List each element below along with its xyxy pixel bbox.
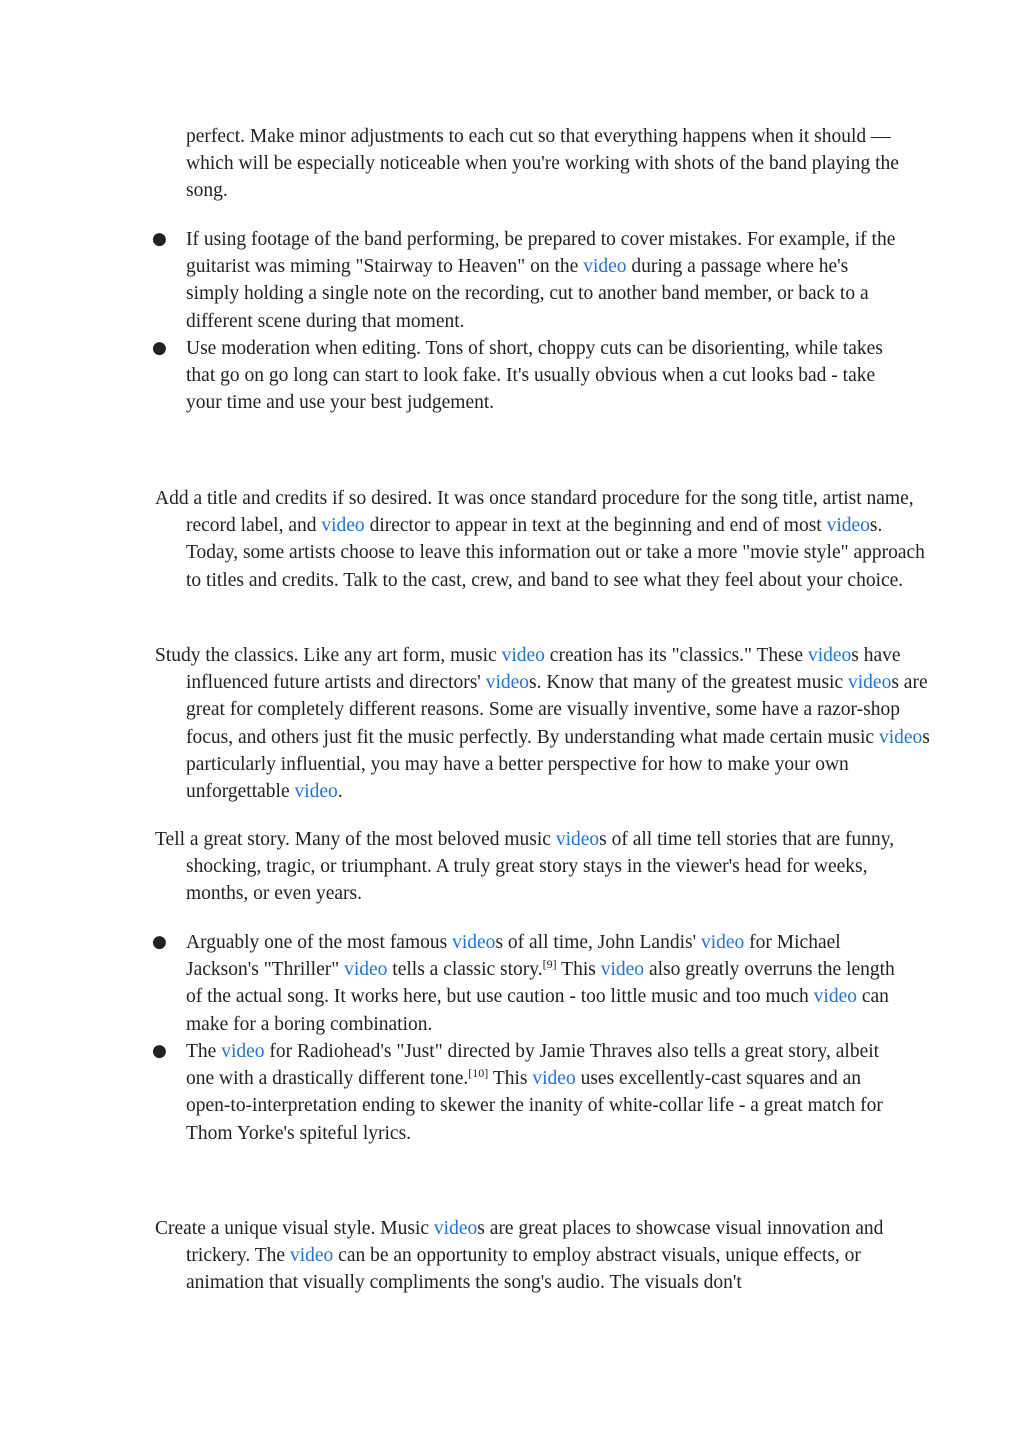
video-link[interactable]: video	[433, 1218, 478, 1239]
text-run: during a passage where he's simply holding a single note on the recording, cut to another band member, or back to a different scene during that moment.	[186, 256, 869, 332]
bullet-text	[186, 226, 900, 335]
bullet-text	[186, 1038, 900, 1147]
text-run: also greatly overruns the length of the actual song. It works here, but use caution - too little music and too much	[186, 959, 895, 1008]
video-link[interactable]: video	[289, 1245, 334, 1267]
text-run: Add a title and credits if so desired. It was once standard procedure for the song title, artist name, record label, and	[155, 488, 914, 537]
video-link[interactable]: video	[600, 959, 645, 981]
paragraph-study-classics	[155, 642, 931, 805]
video-link[interactable]: video	[501, 645, 545, 666]
text-run: Create a unique visual style. Music	[155, 1218, 434, 1239]
video-link[interactable]: video	[878, 726, 923, 748]
bullet-icon: ●	[152, 1041, 167, 1061]
video-link[interactable]: video	[826, 515, 870, 537]
paragraph-title-credits	[155, 485, 931, 594]
text-run: s. Know that many of the greatest music	[529, 672, 849, 694]
text-run: s particularly influential, you may have a better perspective for how to make your own unforgettable	[186, 726, 930, 803]
text-run: Tell a great story. Many of the most beloved music	[155, 829, 556, 850]
bullet-item-band-footage	[152, 226, 900, 335]
video-link[interactable]: video	[221, 1041, 265, 1062]
text-run: uses excellently-cast squares and an open-to-interpretation ending to skewer the inanity of white-collar life - a great match for Thom Yorke's spiteful lyrics.	[186, 1068, 883, 1144]
continued-paragraph	[186, 123, 900, 205]
bullet-text	[186, 929, 900, 1038]
bullet-text	[186, 335, 900, 417]
paragraph-visual-style	[155, 1215, 931, 1297]
text-run: s are great places to showcase visual innovation and trickery. The	[186, 1218, 884, 1267]
video-link[interactable]: video	[294, 781, 338, 803]
video-link[interactable]: video	[700, 932, 745, 953]
video-link[interactable]: video	[485, 672, 530, 694]
citation-ref[interactable]: [10]	[468, 1066, 489, 1081]
text-run: s have influenced future artists and directors'	[186, 645, 901, 694]
bullet-icon: ●	[152, 932, 167, 952]
bullet-item-radiohead	[152, 1038, 900, 1147]
video-link[interactable]: video	[344, 959, 388, 981]
text-run: s are great for completely different reasons. Some are visually inventive, some have a razor-shop focus, and others just fit the music perfectly. By understanding what made certain music	[186, 672, 928, 748]
text-run: can make for a boring combination.	[186, 986, 889, 1035]
video-link[interactable]: video	[555, 829, 600, 850]
bullet-icon: ●	[152, 229, 167, 249]
citation-ref[interactable]: [9]	[542, 957, 557, 972]
text-run: The	[186, 1041, 222, 1062]
text-run: If using footage of the band performing, be prepared to cover mistakes. For example, if the guitarist was miming "Stairway to Heaven" on the	[186, 229, 896, 278]
text-run: can be an opportunity to employ abstract visuals, unique effects, or animation that visually compliments the song's audio. The visuals don't	[186, 1245, 861, 1294]
paragraph-tell-story	[155, 826, 931, 908]
video-link[interactable]: video	[583, 256, 627, 278]
text-run: perfect. Make minor adjustments to each cut so that everything happens when it should — which will be especially noticeable when you're working with shots of the band playing the song.	[186, 126, 899, 202]
bullet-item-thriller	[152, 929, 900, 1038]
text-run: .	[337, 781, 343, 803]
bullet-icon: ●	[152, 338, 167, 358]
text-run: for Radiohead's "Just" directed by Jamie Thraves also tells a great story, albeit one with a drastically different tone.	[186, 1041, 880, 1090]
text-run: Arguably one of the most famous	[186, 932, 453, 953]
text-run: Use moderation when editing. Tons of short, choppy cuts can be disorienting, while takes that go on go long can start to look fake. It's usually obvious when a cut looks bad - take your time and use your best judgement.	[186, 338, 883, 414]
text-run: s of all time, John Landis'	[495, 932, 701, 953]
text-run: creation has its "classics." These	[544, 645, 808, 666]
video-link[interactable]: video	[321, 515, 365, 537]
video-link[interactable]: video	[532, 1068, 576, 1090]
text-run: This	[556, 959, 601, 981]
video-link[interactable]: video	[848, 672, 892, 694]
text-run: director to appear in text at the beginning and end of most	[364, 515, 827, 537]
video-link[interactable]: video	[807, 645, 852, 666]
text-run: s. Today, some artists choose to leave this information out or take a more "movie style" approach to titles and credits. Talk to the cast, crew, and band to see what they feel about your choice.	[186, 515, 925, 591]
text-run: for Michael Jackson's "Thriller"	[186, 932, 841, 981]
text-run: Study the classics. Like any art form, music	[155, 645, 502, 666]
video-link[interactable]: video	[813, 986, 857, 1008]
video-link[interactable]: video	[452, 932, 496, 953]
text-run: tells a classic story.	[387, 959, 543, 981]
text-run: This	[488, 1068, 533, 1090]
bullet-item-moderation	[152, 335, 900, 417]
text-run: s of all time tell stories that are funny, shocking, tragic, or triumphant. A truly great story stays in the viewer's head for weeks, months, or even years.	[186, 829, 895, 905]
